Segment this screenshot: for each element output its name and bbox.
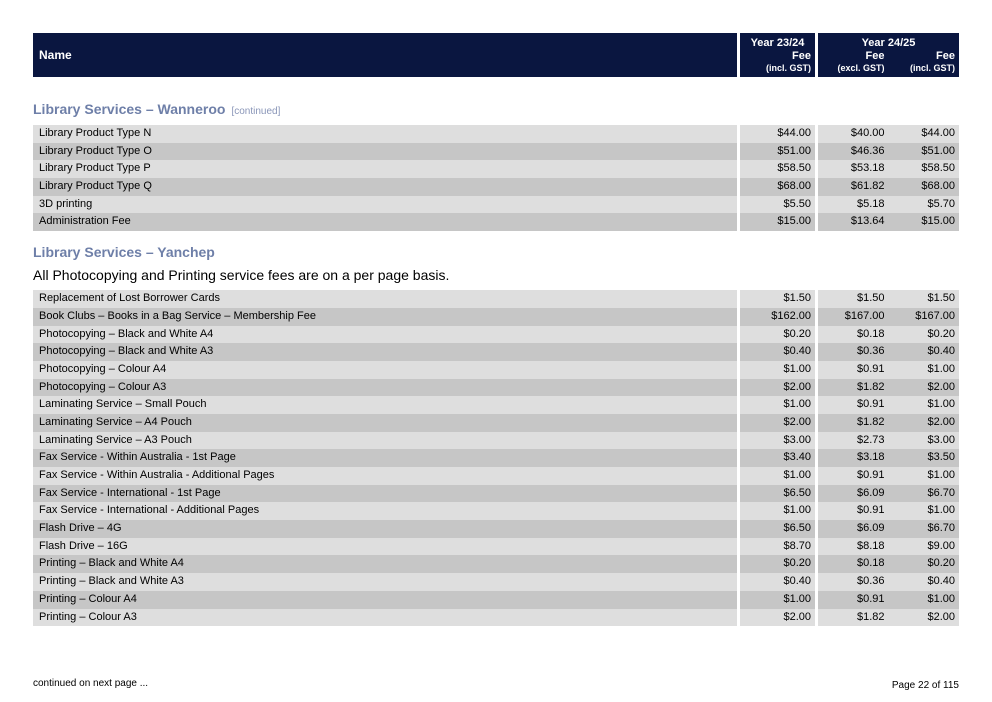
row-name: Photocopying – Black and White A3 — [33, 343, 737, 361]
row-fee-23-24: $15.00 — [740, 213, 815, 231]
row-fee-24-25-excl: $3.18 — [856, 451, 885, 464]
row-fee-24-25-excl: $1.82 — [856, 415, 885, 428]
table-row — [33, 449, 959, 467]
section-title-wanneroo: Library Services – Wanneroo [continued] — [33, 101, 281, 117]
table-row — [33, 178, 959, 196]
row-fee-24-25-incl: $3.50 — [927, 451, 955, 464]
table-row — [33, 538, 959, 556]
row-fee-23-24: $6.50 — [740, 485, 815, 503]
row-name: Photocopying – Black and White A4 — [33, 326, 737, 344]
table-row — [33, 485, 959, 503]
row-name: Fax Service - International - 1st Page — [33, 485, 737, 503]
section-rows-wanneroo — [33, 125, 959, 231]
table-row — [33, 160, 959, 178]
row-fee-23-24: $6.50 — [740, 520, 815, 538]
table-row — [33, 290, 959, 308]
section-continued-label: [continued] — [231, 106, 281, 117]
fee-schedule-page — [33, 33, 959, 626]
row-fee-24-25-incl: $0.20 — [927, 557, 955, 570]
section-note: All Photocopying and Printing service fees are on a per page basis. — [33, 267, 450, 284]
row-fee-24-25-excl: $0.91 — [856, 504, 885, 517]
row-name: 3D printing — [33, 196, 737, 214]
continued-note: continued on next page ... — [33, 678, 149, 689]
row-name: Printing – Black and White A4 — [33, 555, 737, 573]
row-fee-23-24: $3.40 — [740, 449, 815, 467]
table-row — [33, 555, 959, 573]
row-fee-24-25-excl: $5.18 — [856, 197, 885, 210]
row-fee-24-25-excl: $6.09 — [856, 486, 885, 499]
row-name: Printing – Colour A4 — [33, 591, 737, 609]
table-row — [33, 396, 959, 414]
table-row — [33, 432, 959, 450]
row-fee-24-25-incl: $44.00 — [921, 127, 955, 139]
row-fee-23-24: $0.40 — [740, 573, 815, 591]
row-name: Administration Fee — [33, 213, 737, 231]
section-title-yanchep: Library Services – Yanchep — [33, 244, 215, 261]
row-fee-24-25-excl: $0.91 — [856, 398, 885, 411]
row-fee-24-25-excl: $53.18 — [850, 162, 885, 175]
row-fee-23-24: $1.00 — [740, 396, 815, 414]
row-fee-24-25-excl: $0.91 — [856, 362, 885, 375]
row-fee-23-24: $3.00 — [740, 432, 815, 450]
header-year1-sub: (incl. GST) — [766, 63, 811, 73]
header-year2-sub-excl: (excl. GST) — [837, 63, 885, 73]
table-row — [33, 591, 959, 609]
row-fee-24-25-incl: $68.00 — [921, 180, 955, 193]
row-fee-23-24: $2.00 — [740, 609, 815, 627]
row-fee-24-25-incl: $1.00 — [927, 592, 955, 605]
row-fee-24-25-excl: $2.73 — [856, 433, 885, 446]
row-fee-24-25-incl: $0.40 — [927, 575, 955, 588]
row-fee-24-25-incl: $167.00 — [915, 309, 955, 322]
row-fee-24-25-excl: $46.36 — [850, 144, 885, 157]
row-fee-24-25-incl: $5.70 — [927, 197, 955, 210]
row-fee-24-25-incl: $58.50 — [921, 162, 955, 175]
row-fee-24-25-incl: $1.00 — [927, 504, 955, 517]
row-fee-24-25-incl: $51.00 — [921, 144, 955, 157]
table-row — [33, 609, 959, 627]
row-fee-24-25-incl: $2.00 — [927, 610, 955, 623]
table-row — [33, 308, 959, 326]
table-header — [33, 33, 959, 77]
row-name: Printing – Colour A3 — [33, 609, 737, 627]
table-row — [33, 573, 959, 591]
row-fee-23-24: $1.50 — [740, 290, 815, 308]
header-year2-fee-excl: Fee — [865, 50, 885, 62]
row-name: Laminating Service – Small Pouch — [33, 396, 737, 414]
row-fee-24-25-excl: $13.64 — [850, 215, 885, 228]
table-row — [33, 520, 959, 538]
table-row — [33, 343, 959, 361]
row-fee-24-25-incl: $2.00 — [927, 415, 955, 428]
header-name: Name — [33, 33, 737, 77]
row-name: Flash Drive – 16G — [33, 538, 737, 556]
row-name: Book Clubs – Books in a Bag Service – Membership Fee — [33, 308, 737, 326]
row-fee-23-24: $0.20 — [740, 555, 815, 573]
table-row — [33, 213, 959, 231]
row-name: Library Product Type P — [33, 160, 737, 178]
row-fee-23-24: $0.40 — [740, 343, 815, 361]
row-fee-24-25-incl: $15.00 — [921, 215, 955, 228]
row-name: Fax Service - Within Australia - 1st Page — [33, 449, 737, 467]
row-fee-23-24: $162.00 — [740, 308, 815, 326]
row-fee-24-25-excl: $0.91 — [856, 592, 885, 605]
table-row — [33, 143, 959, 161]
row-fee-24-25-excl: $0.36 — [856, 345, 885, 358]
row-name: Fax Service - International - Additional Pages — [33, 502, 737, 520]
row-name: Flash Drive – 4G — [33, 520, 737, 538]
row-name: Laminating Service – A3 Pouch — [33, 432, 737, 450]
row-fee-23-24: $1.00 — [740, 502, 815, 520]
row-name: Library Product Type O — [33, 143, 737, 161]
row-fee-24-25-excl: $8.18 — [856, 539, 885, 552]
row-fee-23-24: $2.00 — [740, 379, 815, 397]
row-fee-23-24: $1.00 — [740, 591, 815, 609]
row-fee-24-25-incl: $1.00 — [927, 362, 955, 375]
table-row — [33, 379, 959, 397]
row-fee-24-25-incl: $6.70 — [927, 486, 955, 499]
row-name: Printing – Black and White A3 — [33, 573, 737, 591]
row-fee-24-25-incl: $1.00 — [927, 469, 955, 481]
table-row — [33, 326, 959, 344]
table-row — [33, 361, 959, 379]
row-fee-24-25-excl: $6.09 — [856, 522, 885, 535]
row-fee-24-25-excl: $1.50 — [856, 292, 885, 305]
row-fee-23-24: $58.50 — [740, 160, 815, 178]
row-name: Photocopying – Colour A4 — [33, 361, 737, 379]
row-name: Fax Service - Within Australia - Additional Pages — [33, 467, 737, 485]
row-fee-24-25-incl: $3.00 — [927, 433, 955, 446]
row-fee-24-25-excl: $0.36 — [856, 575, 885, 588]
header-year2-label: Year 24/25 — [861, 37, 916, 49]
row-fee-24-25-excl: $1.82 — [856, 610, 885, 623]
row-fee-23-24: $44.00 — [740, 125, 815, 143]
table-row — [33, 196, 959, 214]
row-name: Replacement of Lost Borrower Cards — [33, 290, 737, 308]
row-name: Photocopying – Colour A3 — [33, 379, 737, 397]
table-row — [33, 414, 959, 432]
row-fee-24-25-incl: $0.20 — [927, 327, 955, 340]
row-fee-24-25-incl: $6.70 — [927, 522, 955, 535]
row-fee-24-25-incl: $0.40 — [927, 345, 955, 358]
row-fee-24-25-excl: $0.91 — [856, 469, 885, 481]
row-fee-24-25-excl: $0.18 — [856, 327, 885, 340]
row-fee-23-24: $2.00 — [740, 414, 815, 432]
row-fee-23-24: $1.00 — [740, 467, 815, 485]
section-rows-yanchep — [33, 290, 959, 626]
table-row — [33, 125, 959, 143]
header-year-23-24 — [740, 33, 815, 77]
header-year-24-25 — [818, 33, 959, 77]
row-fee-24-25-incl: $2.00 — [927, 380, 955, 393]
header-year2-sub-incl: (incl. GST) — [910, 63, 955, 73]
row-fee-23-24: $1.00 — [740, 361, 815, 379]
row-fee-24-25-incl: $1.00 — [927, 398, 955, 411]
row-fee-24-25-excl: $1.82 — [856, 380, 885, 393]
table-row — [33, 502, 959, 520]
page-number: Page 22 of 115 — [891, 680, 959, 691]
row-fee-23-24: $51.00 — [740, 143, 815, 161]
table-row — [33, 467, 959, 485]
row-fee-24-25-incl: $9.00 — [927, 539, 955, 552]
header-year1-fee: Fee — [792, 50, 811, 62]
row-name: Library Product Type N — [33, 125, 737, 143]
row-fee-23-24: $68.00 — [740, 178, 815, 196]
row-name: Library Product Type Q — [33, 178, 737, 196]
row-fee-23-24: $8.70 — [740, 538, 815, 556]
header-year1-label: Year 23/24 — [750, 37, 805, 49]
row-fee-24-25-excl: $0.18 — [856, 557, 885, 570]
row-fee-24-25-excl: $40.00 — [850, 127, 885, 139]
row-fee-23-24: $0.20 — [740, 326, 815, 344]
header-year2-fee-incl: Fee — [936, 50, 955, 62]
row-fee-23-24: $5.50 — [740, 196, 815, 214]
row-fee-24-25-excl: $61.82 — [850, 180, 885, 193]
row-fee-24-25-excl: $167.00 — [844, 309, 885, 322]
row-name: Laminating Service – A4 Pouch — [33, 414, 737, 432]
row-fee-24-25-incl: $1.50 — [927, 292, 955, 305]
